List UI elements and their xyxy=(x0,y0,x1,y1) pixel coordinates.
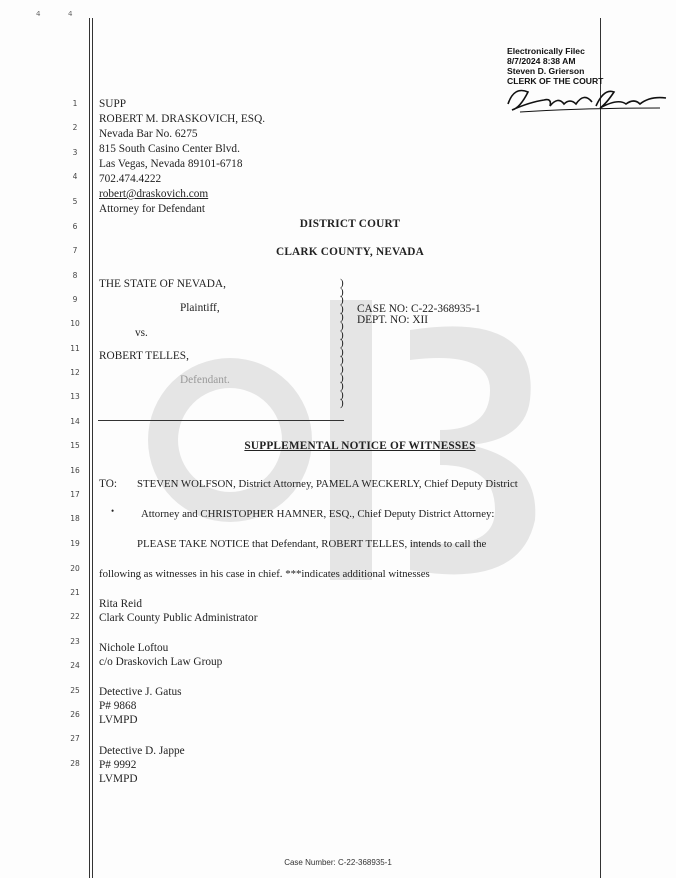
plaintiff-name: THE STATE OF NEVADA, xyxy=(99,278,226,290)
witness-agency: LVMPD xyxy=(99,773,138,785)
notice-line-1: PLEASE TAKE NOTICE that Defendant, ROBERT TELLES, intends to call the xyxy=(137,538,487,550)
line-number: 17 xyxy=(70,490,80,499)
witness-agency: LVMPD xyxy=(99,714,138,726)
line-number: 21 xyxy=(70,588,80,597)
attorney-role: Attorney for Defendant xyxy=(99,203,206,215)
line-number: 20 xyxy=(70,564,80,573)
line-number: 19 xyxy=(70,539,80,548)
line-number: 9 xyxy=(72,295,78,304)
stamp-line: Electronically Filec xyxy=(507,46,585,56)
line-number: 8 xyxy=(72,271,78,280)
court-name: DISTRICT COURT xyxy=(299,218,401,230)
address-line-2: Las Vegas, Nevada 89101-6718 xyxy=(99,158,243,170)
line-number: 15 xyxy=(70,441,80,450)
line-number: 5 xyxy=(72,197,78,206)
caption-parentheses: ) ) ) ) ) ) ) ) ) ) ) ) ) ) ) xyxy=(340,277,344,410)
right-margin-rule xyxy=(600,18,601,878)
attorney-name: ROBERT M. DRASKOVICH, ESQ. xyxy=(99,113,266,125)
department-number: DEPT. NO: XII xyxy=(357,314,429,326)
line-number: 11 xyxy=(70,344,80,353)
to-label: TO: xyxy=(99,478,117,490)
line-number: 7 xyxy=(72,246,78,255)
email-address: robert@draskovich.com xyxy=(99,188,209,200)
witness-name: Detective J. Gatus xyxy=(99,686,182,698)
defendant-role: Defendant. xyxy=(180,374,230,386)
stamp-clerk-title: CLERK OF THE COURT xyxy=(507,76,604,86)
stamp-clerk-name: Steven D. Grierson xyxy=(507,66,585,76)
stamp-date: 8/7/2024 8:38 AM xyxy=(507,56,576,66)
line-number: 6 xyxy=(72,222,78,231)
line-number: 26 xyxy=(70,710,80,719)
to-recipients-line-2: Attorney and CHRISTOPHER HAMNER, ESQ., Chief Deputy District Attorney: xyxy=(141,508,495,520)
defendant-name: ROBERT TELLES, xyxy=(99,350,189,362)
line-number: 22 xyxy=(70,612,80,621)
line-number: 23 xyxy=(70,637,80,646)
case-number: CASE NO: C-22-368935-1 xyxy=(357,303,481,315)
witness-name: Rita Reid xyxy=(99,598,142,610)
line-number: 25 xyxy=(70,686,80,695)
line-number: 28 xyxy=(70,759,80,768)
witness-detail: c/o Draskovich Law Group xyxy=(99,656,223,668)
line-number: 12 xyxy=(70,368,80,377)
clerk-signature xyxy=(500,82,670,118)
document-code: SUPP xyxy=(99,98,127,110)
corner-mark: 4 xyxy=(68,10,73,18)
line-number: 1 xyxy=(72,99,78,108)
corner-mark: 4 xyxy=(36,10,41,18)
document-title: SUPPLEMENTAL NOTICE OF WITNESSES xyxy=(244,440,476,452)
filing-stamp xyxy=(507,46,603,86)
footer-case-number: Case Number: C-22-368935-1 xyxy=(284,858,392,867)
bullet-icon: • xyxy=(111,506,115,516)
caption-rule xyxy=(98,420,344,421)
notice-line-2: following as witnesses in his case in chief. ***indicates additional witnesses xyxy=(99,568,430,580)
line-number: 4 xyxy=(72,172,78,181)
address-line-1: 815 South Casino Center Blvd. xyxy=(99,143,240,155)
to-recipients-line-1: STEVEN WOLFSON, District Attorney, PAMELA WECKERLY, Chief Deputy District xyxy=(137,478,518,490)
bar-number: Nevada Bar No. 6275 xyxy=(99,128,198,140)
witness-name: Detective D. Jappe xyxy=(99,745,185,757)
left-margin-rule xyxy=(92,18,93,878)
line-number: 3 xyxy=(72,148,78,157)
versus-label: vs. xyxy=(135,327,148,339)
line-number: 2 xyxy=(72,123,78,132)
line-number: 10 xyxy=(70,319,80,328)
phone-number: 702.474.4222 xyxy=(99,173,162,185)
left-margin-rule xyxy=(89,18,90,878)
line-number: 27 xyxy=(70,734,80,743)
witness-detail: P# 9868 xyxy=(99,700,137,712)
witness-detail: P# 9992 xyxy=(99,759,137,771)
line-number: 24 xyxy=(70,661,80,670)
line-number: 18 xyxy=(70,514,80,523)
witness-detail: Clark County Public Administrator xyxy=(99,612,258,624)
court-county: CLARK COUNTY, NEVADA xyxy=(275,246,425,258)
witness-name: Nichole Loftou xyxy=(99,642,169,654)
plaintiff-role: Plaintiff, xyxy=(180,302,220,314)
line-number: 16 xyxy=(70,466,80,475)
line-number: 13 xyxy=(70,392,80,401)
line-number: 14 xyxy=(70,417,80,426)
